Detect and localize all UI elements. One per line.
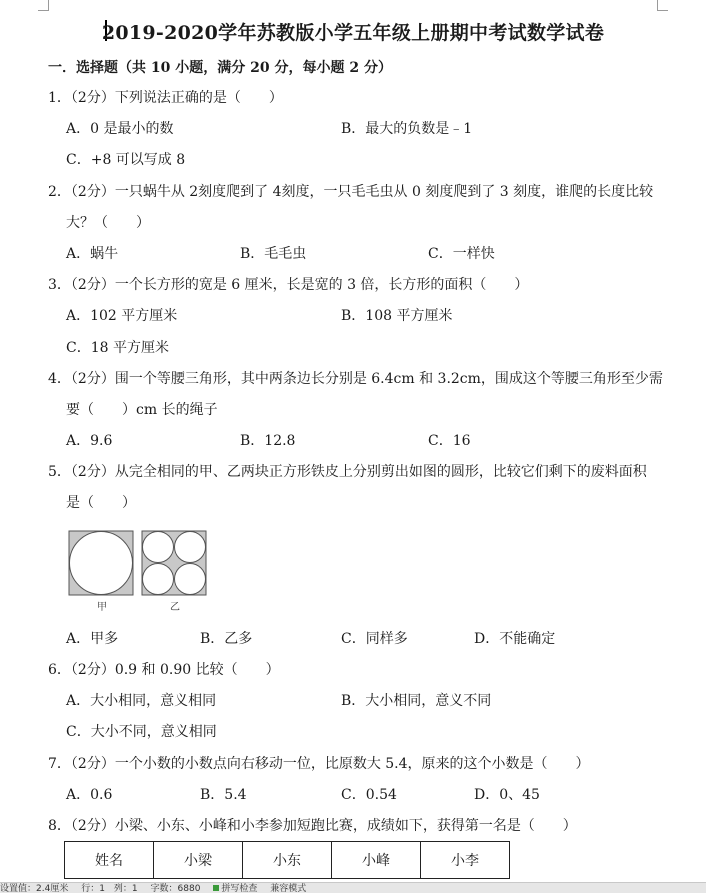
question-7-option-d[interactable]: D．0、45 xyxy=(474,787,540,803)
question-7-option-a[interactable]: A．0.6 xyxy=(66,787,113,803)
question-3-option-b[interactable]: B．108 平方厘米 xyxy=(341,308,453,324)
question-6-option-c[interactable]: C．大小不同，意义相同 xyxy=(66,724,217,740)
document-title[interactable]: 2019-2020学年苏教版小学五年级上册期中考试数学试卷 xyxy=(101,22,605,44)
question-2-stem-line1[interactable]: 2．（2分）一只蜗牛从 2刻度爬到了 4刻度，一只毛毛虫从 0 刻度爬到了 3 刻度，谁爬的长度比较 xyxy=(48,184,654,200)
question-1-option-a[interactable]: A．0 是最小的数 xyxy=(66,121,174,137)
question-3-option-c[interactable]: C．18 平方厘米 xyxy=(66,340,169,356)
figure-b-circle-4 xyxy=(175,564,206,595)
question-5-option-c[interactable]: C．同样多 xyxy=(341,631,408,647)
question-4-option-a[interactable]: A．9.6 xyxy=(66,433,113,449)
question-5-option-a[interactable]: A．甲多 xyxy=(66,631,119,647)
spell-check-icon xyxy=(213,885,219,891)
question-8-stem[interactable]: 8．（2分）小梁、小东、小峰和小李参加短跑比赛，成绩如下，获得第一名是（ ） xyxy=(48,818,577,834)
question-1-option-c[interactable]: C．+8 可以写成 8 xyxy=(66,152,186,168)
status-word-count[interactable]: 字数：6880 xyxy=(150,884,201,893)
question-8-table[interactable] xyxy=(64,841,510,879)
question-3-option-a[interactable]: A．102 平方厘米 xyxy=(66,308,178,324)
page-corner-mark-left xyxy=(38,0,49,11)
question-2-option-a[interactable]: A．蜗牛 xyxy=(66,246,119,262)
table-cell[interactable]: 小梁 xyxy=(154,842,243,879)
question-6-option-a[interactable]: A．大小相同，意义相同 xyxy=(66,693,217,709)
status-position: 行：1 列：1 xyxy=(81,884,138,893)
section-heading[interactable]: 一．选择题（共 10 小题，满分 20 分，每小题 2 分） xyxy=(48,60,392,76)
table-cell[interactable]: 小李 xyxy=(421,842,510,879)
question-6-stem[interactable]: 6．（2分）0.9 和 0.90 比较（ ） xyxy=(48,662,280,678)
figure-label-b: 乙 xyxy=(170,602,180,613)
question-5-option-d[interactable]: D．不能确定 xyxy=(474,631,556,647)
question-2-option-c[interactable]: C．一样快 xyxy=(428,246,495,262)
question-5-stem-line2[interactable]: 是（ ） xyxy=(66,495,136,511)
question-4-stem-line1[interactable]: 4．（2分）围一个等腰三角形，其中两条边长分别是 6.4cm 和 3.2cm，围成这个等腰三角形至少需 xyxy=(48,371,663,387)
question-3-stem[interactable]: 3．（2分）一个长方形的宽是 6 厘米，长是宽的 3 倍，长方形的面积（ ） xyxy=(48,277,529,293)
question-7-stem[interactable]: 7．（2分）一个小数的小数点向右移动一位，比原数大 5.4，原来的这个小数是（ ） xyxy=(48,756,590,772)
figure-b-circle-2 xyxy=(175,532,206,563)
question-5-figure[interactable] xyxy=(66,528,216,613)
status-spell-check[interactable]: 拼写检查 xyxy=(213,884,257,893)
question-4-option-c[interactable]: C．16 xyxy=(428,433,471,449)
question-5-stem-line1[interactable]: 5．（2分）从完全相同的甲、乙两块正方形铁皮上分别剪出如图的圆形，比较它们剩下的废料面积 xyxy=(48,464,647,480)
question-1-stem[interactable]: 1．（2分）下列说法正确的是（ ） xyxy=(48,90,283,106)
question-2-stem-line2[interactable]: 大？（ ） xyxy=(66,215,150,231)
status-zoom[interactable]: 设置值：2.4厘米 xyxy=(0,884,69,893)
table-row xyxy=(65,842,510,879)
question-2-option-b[interactable]: B．毛毛虫 xyxy=(240,246,307,262)
question-4-option-b[interactable]: B．12.8 xyxy=(240,433,296,449)
question-7-option-b[interactable]: B．5.4 xyxy=(200,787,247,803)
question-7-option-c[interactable]: C．0.54 xyxy=(341,787,397,803)
question-4-stem-line2[interactable]: 要（ ）cm 长的绳子 xyxy=(66,402,218,418)
page-corner-mark-right xyxy=(657,0,668,11)
status-mode: 兼容模式 xyxy=(270,884,307,893)
table-cell[interactable]: 小东 xyxy=(243,842,332,879)
status-bar xyxy=(0,882,706,893)
table-cell[interactable]: 姓名 xyxy=(65,842,154,879)
square-circle-figure xyxy=(66,528,216,598)
figure-label-a: 甲 xyxy=(97,602,107,613)
figure-a-circle xyxy=(70,532,133,595)
table-cell[interactable]: 小峰 xyxy=(332,842,421,879)
question-6-option-b[interactable]: B．大小相同，意义不同 xyxy=(341,693,492,709)
question-1-option-b[interactable]: B．最大的负数是﹣1 xyxy=(341,121,473,137)
question-5-option-b[interactable]: B．乙多 xyxy=(200,631,253,647)
figure-b-circle-1 xyxy=(143,532,174,563)
figure-b-circle-3 xyxy=(143,564,174,595)
